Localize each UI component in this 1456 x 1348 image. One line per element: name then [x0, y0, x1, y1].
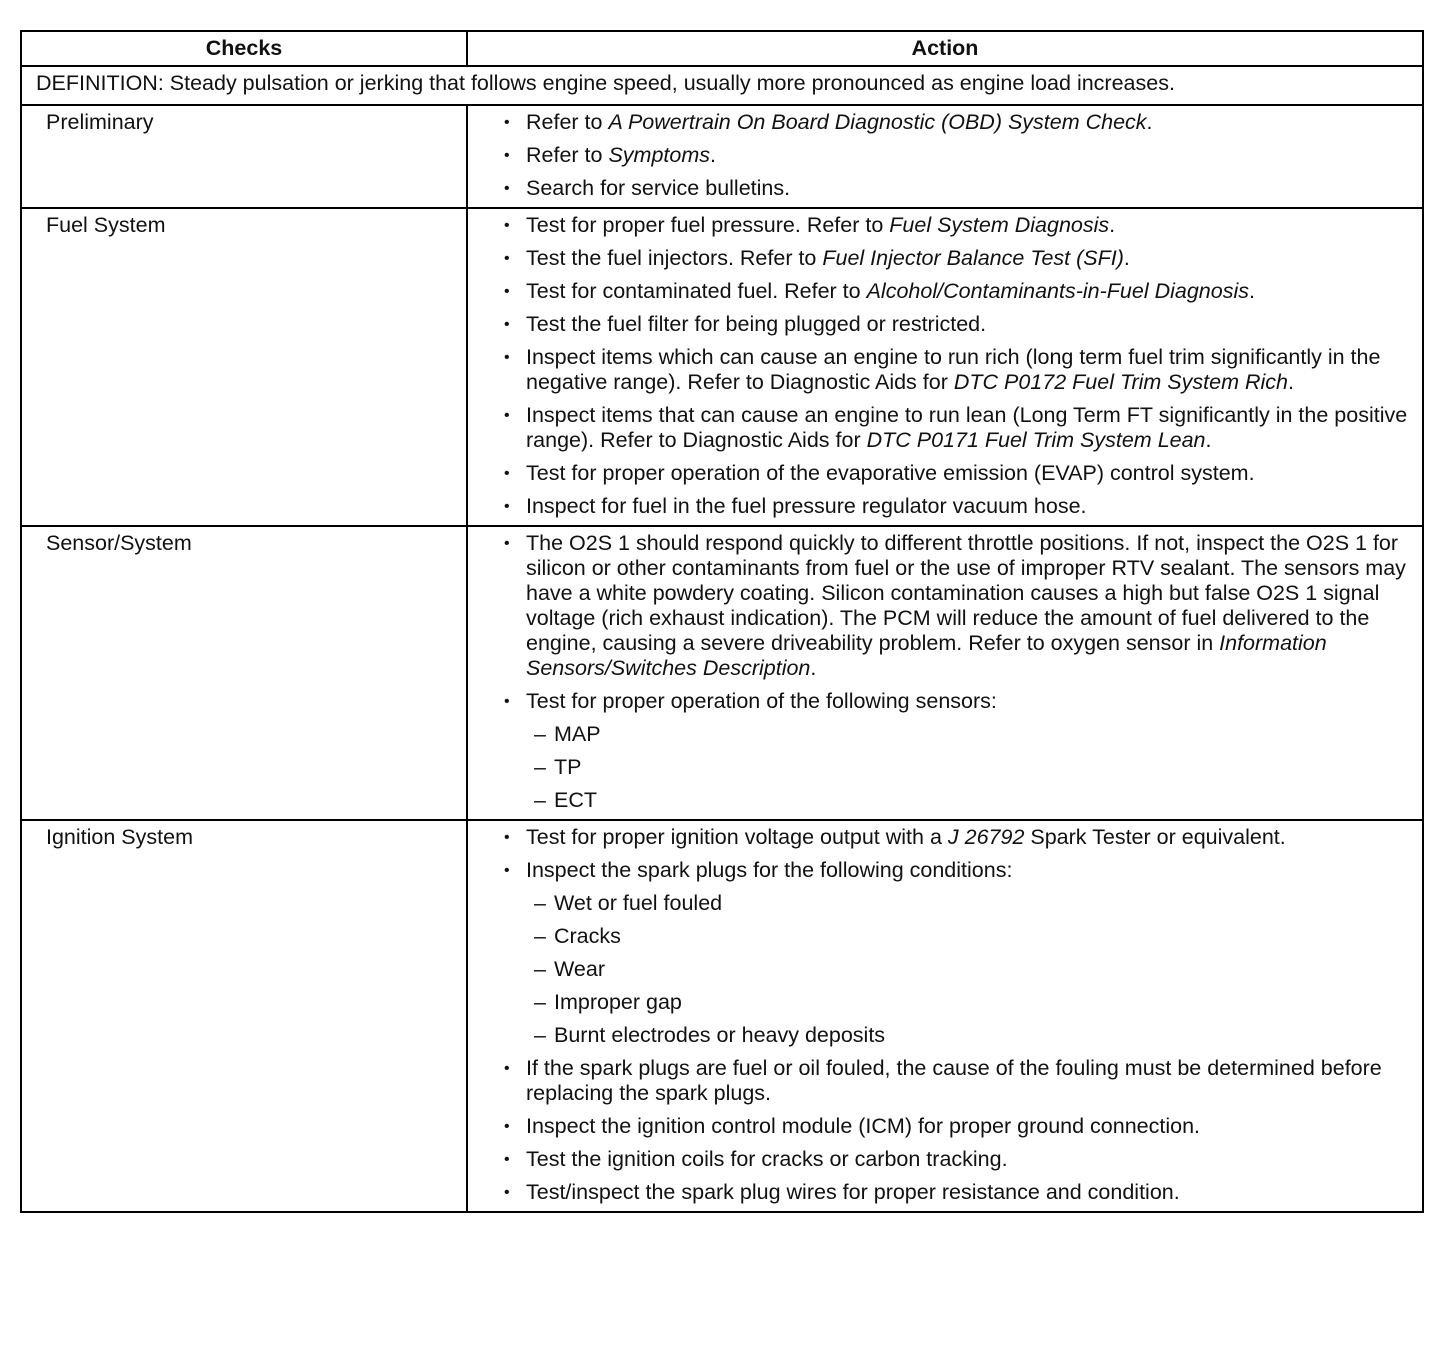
section-row: [21, 105, 1423, 208]
reference-text: Fuel Injector Balance Test (SFI): [822, 246, 1124, 270]
sub-item: [526, 924, 1416, 949]
action-item: [504, 143, 1416, 168]
action-item: [504, 345, 1416, 395]
plain-text: Test for proper operation of the evaporative emission (EVAP) control system.: [526, 461, 1255, 485]
plain-text: .: [1249, 279, 1255, 303]
reference-text: DTC P0171 Fuel Trim System Lean: [866, 428, 1206, 452]
plain-text: .: [810, 656, 817, 680]
plain-text: .: [1109, 213, 1116, 237]
sub-item: [526, 957, 1416, 982]
action-text: [526, 403, 1407, 452]
action-item: [504, 1180, 1416, 1205]
action-text: [526, 531, 1406, 680]
sub-item-text: Burnt electrodes or heavy deposits: [554, 1023, 886, 1047]
action-text: [526, 143, 716, 167]
action-item: [504, 825, 1416, 850]
action-text: [526, 461, 1255, 485]
action-text: [526, 689, 997, 713]
action-text: [526, 312, 986, 336]
action-column-header: Action: [467, 31, 1423, 66]
dash-icon: –: [534, 755, 546, 779]
action-text: [526, 1180, 1180, 1204]
action-item: [504, 403, 1416, 453]
check-label: Ignition System: [21, 820, 467, 1212]
action-item: [504, 246, 1416, 271]
dash-icon: –: [534, 990, 546, 1014]
dash-icon: –: [534, 1023, 546, 1047]
plain-text: Test for proper operation of the following sensors:: [526, 689, 997, 713]
sub-item-text: Cracks: [554, 924, 621, 948]
reference-text: DTC P0172 Fuel Trim System Rich: [953, 370, 1288, 394]
sub-item: [526, 1023, 1416, 1048]
plain-text: .: [1205, 428, 1212, 452]
plain-text: Test for proper ignition voltage output with a: [526, 825, 948, 849]
bullet-icon: •: [504, 693, 510, 710]
reference-text: Information Sensors/Switches Description: [526, 631, 1327, 680]
reference-text: J 26792: [947, 825, 1025, 849]
plain-text: .: [710, 143, 716, 167]
plain-text: Test the fuel filter for being plugged or restricted.: [526, 312, 987, 336]
dash-icon: –: [534, 891, 546, 915]
action-text: [526, 1056, 1382, 1105]
section-row: [21, 208, 1423, 526]
bullet-icon: •: [504, 316, 510, 333]
sub-item: [526, 990, 1416, 1015]
plain-text: Test for contaminated fuel. Refer to: [526, 279, 867, 303]
plain-text: Inspect items that can cause an engine to run lean (Long Term FT significantly in the positive range). Refer to Diagnostic Aids for: [526, 403, 1408, 452]
action-text: [526, 1147, 1008, 1171]
definition-row: [21, 66, 1423, 105]
reference-text: Fuel System Diagnosis: [889, 213, 1110, 237]
plain-text: Test the fuel injectors. Refer to: [526, 246, 823, 270]
bullet-icon: •: [504, 407, 510, 424]
plain-text: Refer to: [526, 110, 609, 134]
check-label: Fuel System: [21, 208, 467, 526]
plain-text: Inspect the spark plugs for the following conditions:: [526, 858, 1013, 882]
sub-item: [526, 722, 1416, 747]
sub-item-text: Wear: [554, 957, 605, 981]
bullet-icon: •: [504, 1151, 510, 1168]
plain-text: Inspect items which can cause an engine to run rich (long term fuel trim significantly in the negative range). Refer to Diagnostic Aids for: [526, 345, 1381, 394]
action-item: [504, 279, 1416, 304]
dash-icon: –: [534, 722, 546, 746]
plain-text: .: [1146, 110, 1153, 134]
bullet-icon: •: [504, 1118, 510, 1135]
action-list: [504, 531, 1416, 813]
plain-text: Inspect for fuel in the fuel pressure regulator vacuum hose.: [526, 494, 1087, 518]
action-item: [504, 1056, 1416, 1106]
action-item: [504, 312, 1416, 337]
table-body: [21, 66, 1423, 1212]
sub-item-text: Improper gap: [554, 990, 682, 1014]
plain-text: Test/inspect the spark plug wires for proper resistance and condition.: [526, 1180, 1180, 1204]
action-item: [504, 858, 1416, 1048]
plain-text: The O2S 1 should respond quickly to different throttle positions. If not, inspect the O2S 1 for silicon or other contaminants from fuel or the use of improper RTV sealant. The sensors may have a white powdery coating. Silicon contamination causes a high but false O2S 1 signal voltage (rich exhaust indication). The PCM will reduce the amount of fuel delivered to the engine, causing a severe driveability problem. Refer to oxygen sensor in: [526, 531, 1406, 655]
action-text: [526, 213, 1115, 237]
action-item: [504, 461, 1416, 486]
action-item: [504, 213, 1416, 238]
bullet-icon: •: [504, 829, 510, 846]
action-item: [504, 494, 1416, 519]
bullet-icon: •: [504, 114, 510, 131]
sub-item-text: TP: [554, 755, 582, 779]
bullet-icon: •: [504, 1060, 510, 1077]
reference-text: A Powertrain On Board Diagnostic (OBD) System Check: [608, 110, 1147, 134]
reference-text: Alcohol/Contaminants-in-Fuel Diagnosis: [866, 279, 1249, 303]
bullet-icon: •: [504, 283, 510, 300]
action-text: [526, 345, 1380, 394]
check-label: Sensor/System: [21, 526, 467, 820]
action-item: [504, 689, 1416, 813]
sub-item: [526, 891, 1416, 916]
action-list: [504, 825, 1416, 1205]
sub-list: [526, 891, 1416, 1048]
dash-icon: –: [534, 788, 546, 812]
action-item: [504, 1147, 1416, 1172]
bullet-icon: •: [504, 217, 510, 234]
dash-icon: –: [534, 924, 546, 948]
section-row: [21, 526, 1423, 820]
action-cell: [467, 208, 1423, 526]
action-text: [526, 176, 790, 200]
check-label: Preliminary: [21, 105, 467, 208]
bullet-icon: •: [504, 250, 510, 267]
action-item: [504, 531, 1416, 681]
plain-text: .: [1123, 246, 1130, 270]
plain-text: Inspect the ignition control module (ICM) for proper ground connection.: [526, 1114, 1201, 1138]
section-row: [21, 820, 1423, 1212]
action-cell: [467, 820, 1423, 1212]
bullet-icon: •: [504, 862, 510, 879]
action-text: [526, 110, 1153, 134]
plain-text: Test the ignition coils for cracks or carbon tracking.: [526, 1147, 1008, 1171]
plain-text: If the spark plugs are fuel or oil fouled, the cause of the fouling must be determined before replacing the spark plugs.: [526, 1056, 1382, 1105]
sub-list: [526, 722, 1416, 813]
action-item: [504, 110, 1416, 135]
action-text: [526, 1114, 1200, 1138]
bullet-icon: •: [504, 465, 510, 482]
bullet-icon: •: [504, 349, 510, 366]
plain-text: .: [1287, 370, 1294, 394]
action-cell: [467, 526, 1423, 820]
action-list: [504, 213, 1416, 519]
action-text: [526, 279, 1255, 303]
diagnostic-table: [20, 30, 1424, 1213]
action-item: [504, 1114, 1416, 1139]
plain-text: Search for service bulletins.: [526, 176, 791, 200]
plain-text: Refer to: [526, 143, 609, 167]
action-text: [526, 494, 1087, 518]
action-list: [504, 110, 1416, 201]
action-cell: [467, 105, 1423, 208]
bullet-icon: •: [504, 1184, 510, 1201]
reference-text: Symptoms: [608, 143, 711, 167]
sub-item: [526, 788, 1416, 813]
dash-icon: –: [534, 957, 546, 981]
checks-column-header: Checks: [21, 31, 467, 66]
bullet-icon: •: [504, 147, 510, 164]
sub-item: [526, 755, 1416, 780]
plain-text: Test for proper fuel pressure. Refer to: [526, 213, 890, 237]
action-text: [526, 246, 1130, 270]
action-item: [504, 176, 1416, 201]
sub-item-text: ECT: [554, 788, 597, 812]
header-row: [21, 31, 1423, 66]
bullet-icon: •: [504, 180, 510, 197]
bullet-icon: •: [504, 535, 510, 552]
definition-text: DEFINITION: Steady pulsation or jerking that follows engine speed, usually more pronounced as engine load increases.: [21, 66, 1423, 105]
action-text: [526, 825, 1286, 849]
sub-item-text: Wet or fuel fouled: [554, 891, 723, 915]
sub-item-text: MAP: [554, 722, 601, 746]
bullet-icon: •: [504, 498, 510, 515]
plain-text: Spark Tester or equivalent.: [1024, 825, 1286, 849]
action-text: [526, 858, 1012, 882]
